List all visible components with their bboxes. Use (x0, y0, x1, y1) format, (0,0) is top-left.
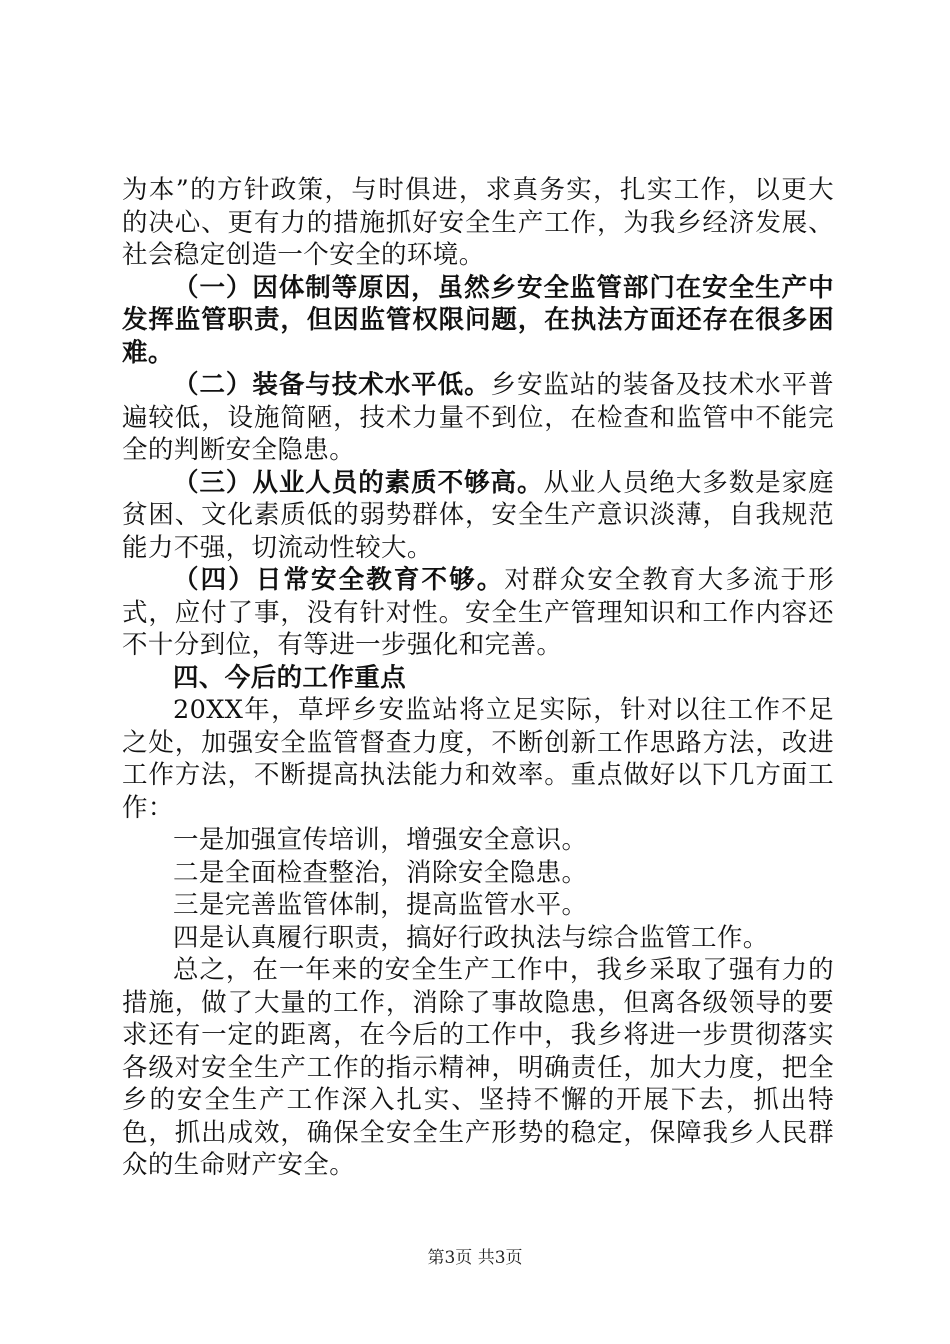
issue-4-heading: （四）日常安全教育不够。 (173, 565, 505, 595)
paragraph-conclusion: 总之，在一年来的安全生产工作中，我乡采取了强有力的措施，做了大量的工作，消除了事故隐患，但离各级领导的要求还有一定的距离，在今后的工作中，我乡将进一步贯彻落实各级对安全生产工作的指示精神，明确责任，加大力度，把全乡的安全生产工作深入扎实、坚持不懈的开展下去，抓出特色，抓出成效，确保全安全生产形势的稳定，保障我乡人民群众的生命财产安全。 (122, 955, 834, 1180)
section-heading-4: 四、今后的工作重点 (173, 662, 407, 693)
page-footer: 第3页 共3页 (427, 1248, 523, 1268)
issue-3-heading: （三）从业人员的素质不够高。 (173, 467, 544, 498)
document-body (122, 174, 834, 1182)
issue-4-text: 对群众安全教育大多流于形式，应付了事，没有针对性。安全生产管理知识和工作内容还不十分到位，有等进一步强化和完善。 (122, 565, 834, 660)
paragraph-plan-intro: 20XX年，草坪乡安监站将立足实际，针对以往工作不足之处，加强安全监管督查力度，不断创新工作思路方法，改进工作方法，不断提高执法能力和效率。重点做好以下几方面工作： (122, 695, 834, 823)
issue-3-text: 从业人员绝大多数是家庭贫困、文化素质低的弱势群体，安全生产意识淡薄，自我规范能力不强，切流动性较大。 (122, 467, 834, 563)
issue-2-text: 乡安监站的装备及技术水平普遍较低，设施简陋，技术力量不到位，在检查和监管中不能完全的判断安全隐患。 (122, 370, 834, 465)
paragraph-plan-item-4: 四是认真履行职责，搞好行政执法与综合监管工作。 (173, 922, 769, 953)
paragraph-issue-4 (122, 564, 834, 662)
paragraph-issue-1: （一）因体制等原因，虽然乡安全监管部门在安全生产中发挥监管职责，但因监管权限问题，在执法方面还存在很多困难。 (122, 272, 834, 368)
paragraph-issue-3 (122, 467, 834, 565)
paragraph-plan-item-1: 一是加强宣传培训，增强安全意识。 (173, 825, 588, 855)
paragraph-issue-2 (122, 369, 834, 467)
paragraph-continuation: 为本”的方针政策，与时俱进，求真务实，扎实工作，以更大的决心、更有力的措施抓好安全生产工作，为我乡经济发展、社会稳定创造一个安全的环境。 (122, 175, 834, 270)
paragraph-plan-item-2: 二是全面检查整治，消除安全隐患。 (173, 857, 588, 888)
issue-2-heading: （二）装备与技术水平低。 (173, 370, 491, 400)
paragraph-plan-item-3: 三是完善监管体制，提高监管水平。 (173, 890, 588, 920)
